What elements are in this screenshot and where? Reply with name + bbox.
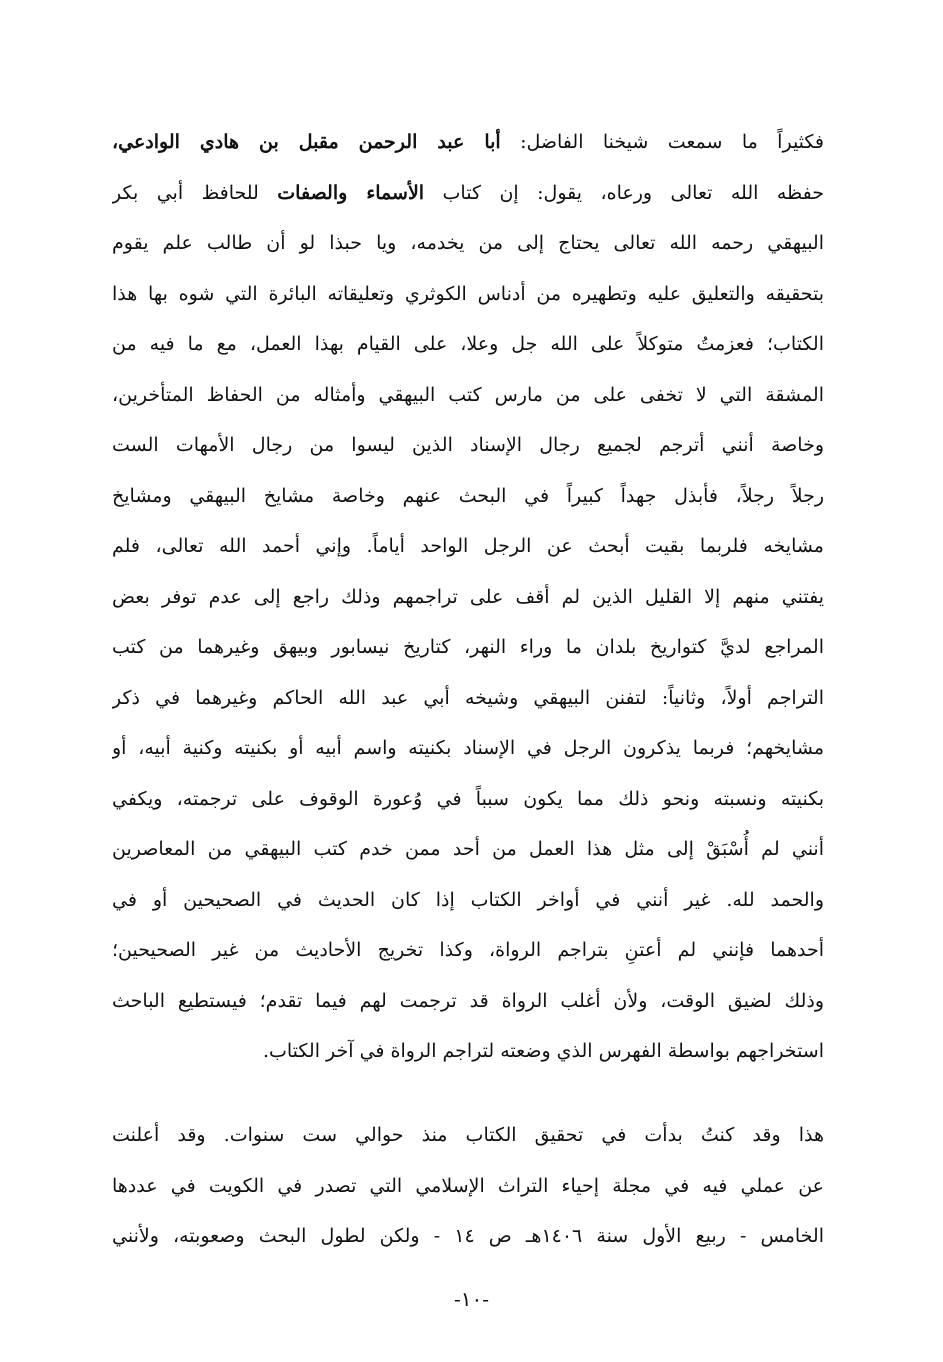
paragraph-line: استخراجهم بواسطة الفهرس الذي وضعته لتراجم الرواة في آخر الكتاب. (262, 1040, 824, 1062)
text-run: للحافظ أبي بكر (112, 181, 278, 204)
paragraph-line: وذلك لضيق الوقت، ولأن أغلب الرواة قد ترجمت لهم فيما تقدم؛ فيستطيع الباحث (112, 989, 824, 1012)
paragraph-line: مشايخه فلربما بقيت أبحث عن الرجل الواحد أياماً. وإني أحمد الله تعالى، فلم (112, 535, 824, 557)
paragraph-line: التراجم أولاً، وثانياً: لتفنن البيهقي وشيخه أبي عبد الله الحاكم وغيرهما في ذكر (112, 686, 824, 709)
book-title-bold: الأسماء والصفات (277, 181, 425, 204)
paragraph-line: هذا وقد كنتُ بدأت في تحقيق الكتاب منذ حوالي ست سنوات. وقد أعلنت (112, 1124, 824, 1146)
paragraph-line: المراجع لديَّ كتواريخ بلدان ما وراء النهر، كتاريخ نيسابور وبيهق وغيرهما من كتب (112, 636, 824, 658)
paragraph-line: عن عملي فيه في مجلة إحياء التراث الإسلامي التي تصدر في الكويت في عددها (112, 1174, 824, 1197)
paragraph-line: والحمد لله. غير أنني في أواخر الكتاب إذا كان الحديث في الصحيحين أو في (112, 888, 824, 911)
paragraph-line: الخامس - ربيع الأول سنة ١٤٠٦هـ ص ١٤ - ولكن لطول البحث وصعوبته، ولأنني (112, 1225, 824, 1247)
paragraph-line: مشايخهم؛ فربما يذكرون الرجل في الإسناد بكنيته واسم أبيه أو بكنيته وكنية أبيه، أو (112, 737, 824, 759)
paragraph-line: يفتني منهم إلا القليل الذين لم أقف على تراجمهم وذلك راجع إلى عدم توفر بعض (112, 585, 824, 608)
paragraph-line: البيهقي رحمه الله تعالى يحتاج إلى من يخدمه، ويا حبذا لو أن طالب علم يقوم (112, 232, 824, 254)
page-number: -١٠- (453, 1287, 489, 1311)
paragraph-1 (112, 117, 824, 1077)
text-run: حفظه الله تعالى ورعاه، يقول: إن كتاب (424, 181, 824, 204)
text-run: فكثيراً ما سمعت شيخنا الفاضل: (500, 131, 824, 153)
paragraph-line: الكتاب؛ فعزمتُ متوكلاً على الله جل وعلا، على القيام بهذا العمل، مع ما فيه من (112, 333, 824, 355)
paragraph-line: أنني لم أُسْبَقْ إلى مثل هذا العمل من أحد ممن خدم كتب البيهقي من المعاصرين (112, 838, 824, 860)
paragraph-line (112, 168, 824, 219)
paragraph-line: أحدهما فإنني لم أعتنِ بتراجم الرواة، وكذا تخريج الأحاديث من غير الصحيحين؛ (112, 939, 824, 961)
paragraph-line: بكنيته ونسبته ونحو ذلك مما يكون سبباً في وُعورة الوقوف على ترجمته، ويكفي (112, 787, 824, 810)
paragraph-line: وخاصة أنني أترجم لجميع رجال الإسناد الذين ليسوا من رجال الأمهات الست (112, 434, 824, 456)
paragraph-line: بتحقيقه والتعليق عليه وتطهيره من أدناس الكوثري وتعليقاته البائرة التي شوه بها هذا (112, 282, 824, 305)
sheikh-name-bold: أبا عبد الرحمن مقبل بن هادي الوادعي، (112, 131, 501, 153)
paragraph-line: المشقة التي لا تخفى على من مارس كتب البيهقي وأمثاله من الحفاظ المتأخرين، (112, 383, 824, 406)
paragraph-2 (112, 1110, 824, 1262)
paragraph-line (112, 117, 824, 168)
paragraph-line: رجلاً رجلاً، فأبذل جهداً كبيراً في البحث عنهم وخاصة مشايخ البيهقي ومشايخ (112, 484, 824, 507)
